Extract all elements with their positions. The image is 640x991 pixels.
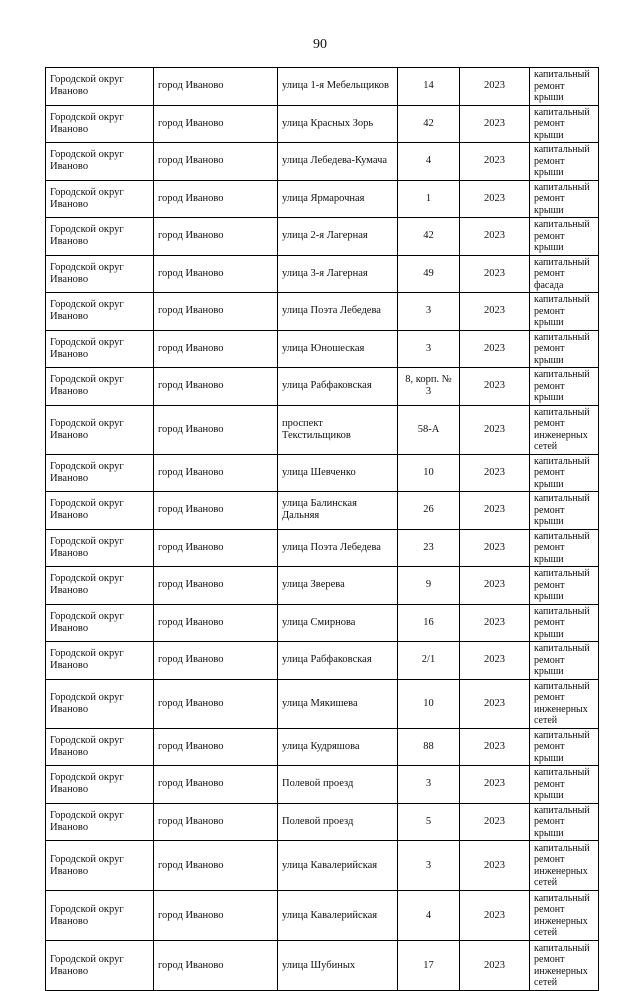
year-cell: 2023 xyxy=(460,529,530,567)
work-type-cell: капитальный ремонт крыши xyxy=(530,642,599,680)
district-cell: Городской округ Иваново xyxy=(46,143,154,181)
city-cell: город Иваново xyxy=(154,891,278,941)
city-cell: город Иваново xyxy=(154,941,278,991)
work-type-cell: капитальный ремонт крыши xyxy=(530,454,599,492)
table-row xyxy=(46,218,599,256)
city-cell: город Иваново xyxy=(154,803,278,841)
street-cell: улица Ярмарочная xyxy=(278,180,398,218)
table-row xyxy=(46,728,599,766)
year-cell: 2023 xyxy=(460,143,530,181)
table-row xyxy=(46,105,599,143)
work-type-cell: капитальный ремонт крыши xyxy=(530,330,599,368)
year-cell: 2023 xyxy=(460,891,530,941)
district-cell: Городской округ Иваново xyxy=(46,529,154,567)
table-row xyxy=(46,604,599,642)
table-row xyxy=(46,529,599,567)
work-type-cell: капитальный ремонт крыши xyxy=(530,180,599,218)
table-row xyxy=(46,405,599,454)
table-row xyxy=(46,567,599,605)
district-cell: Городской округ Иваново xyxy=(46,679,154,728)
work-type-cell: капитальный ремонт крыши xyxy=(530,529,599,567)
work-type-cell: капитальный ремонт крыши xyxy=(530,293,599,331)
district-cell: Городской округ Иваново xyxy=(46,642,154,680)
work-type-cell: капитальный ремонт крыши xyxy=(530,604,599,642)
year-cell: 2023 xyxy=(460,604,530,642)
district-cell: Городской округ Иваново xyxy=(46,68,154,106)
table-row xyxy=(46,492,599,530)
house-cell: 1 xyxy=(398,180,460,218)
street-cell: улица Красных Зорь xyxy=(278,105,398,143)
house-cell: 49 xyxy=(398,255,460,293)
year-cell: 2023 xyxy=(460,405,530,454)
city-cell: город Иваново xyxy=(154,728,278,766)
page-number: 90 xyxy=(313,37,327,52)
city-cell: город Иваново xyxy=(154,293,278,331)
year-cell: 2023 xyxy=(460,218,530,256)
house-cell: 26 xyxy=(398,492,460,530)
table-row xyxy=(46,766,599,804)
table-row xyxy=(46,454,599,492)
street-cell: улица Юношеская xyxy=(278,330,398,368)
street-cell: улица Рабфаковская xyxy=(278,368,398,406)
work-type-cell: капитальный ремонт крыши xyxy=(530,766,599,804)
work-type-cell: капитальный ремонт крыши xyxy=(530,143,599,181)
year-cell: 2023 xyxy=(460,728,530,766)
table-row xyxy=(46,293,599,331)
district-cell: Городской округ Иваново xyxy=(46,180,154,218)
table-row xyxy=(46,255,599,293)
house-cell: 5 xyxy=(398,803,460,841)
work-type-cell: капитальный ремонт инженерных сетей xyxy=(530,841,599,891)
district-cell: Городской округ Иваново xyxy=(46,454,154,492)
street-cell: улица Шевченко xyxy=(278,454,398,492)
district-cell: Городской округ Иваново xyxy=(46,803,154,841)
city-cell: город Иваново xyxy=(154,68,278,106)
work-type-cell: капитальный ремонт крыши xyxy=(530,728,599,766)
house-cell: 2/1 xyxy=(398,642,460,680)
house-cell: 58-А xyxy=(398,405,460,454)
city-cell: город Иваново xyxy=(154,405,278,454)
house-cell: 16 xyxy=(398,604,460,642)
street-cell: улица Кудряшова xyxy=(278,728,398,766)
street-cell: проспект Текстильщиков xyxy=(278,405,398,454)
year-cell: 2023 xyxy=(460,679,530,728)
city-cell: город Иваново xyxy=(154,841,278,891)
table-row xyxy=(46,803,599,841)
house-cell: 3 xyxy=(398,293,460,331)
table-row xyxy=(46,941,599,991)
table-row xyxy=(46,642,599,680)
table-row xyxy=(46,68,599,106)
year-cell: 2023 xyxy=(460,841,530,891)
house-cell: 9 xyxy=(398,567,460,605)
street-cell: улица Зверева xyxy=(278,567,398,605)
work-type-cell: капитальный ремонт инженерных сетей xyxy=(530,679,599,728)
year-cell: 2023 xyxy=(460,454,530,492)
district-cell: Городской округ Иваново xyxy=(46,492,154,530)
street-cell: Полевой проезд xyxy=(278,766,398,804)
house-cell: 3 xyxy=(398,330,460,368)
district-cell: Городской округ Иваново xyxy=(46,941,154,991)
district-cell: Городской округ Иваново xyxy=(46,330,154,368)
district-cell: Городской округ Иваново xyxy=(46,218,154,256)
district-cell: Городской округ Иваново xyxy=(46,405,154,454)
year-cell: 2023 xyxy=(460,330,530,368)
house-cell: 10 xyxy=(398,454,460,492)
district-cell: Городской округ Иваново xyxy=(46,293,154,331)
street-cell: улица 3-я Лагерная xyxy=(278,255,398,293)
house-cell: 8, корп. № 3 xyxy=(398,368,460,406)
street-cell: улица Шубиных xyxy=(278,941,398,991)
city-cell: город Иваново xyxy=(154,492,278,530)
work-type-cell: капитальный ремонт инженерных сетей xyxy=(530,891,599,941)
work-type-cell: капитальный ремонт крыши xyxy=(530,803,599,841)
year-cell: 2023 xyxy=(460,368,530,406)
year-cell: 2023 xyxy=(460,642,530,680)
house-cell: 10 xyxy=(398,679,460,728)
table-row xyxy=(46,143,599,181)
house-cell: 17 xyxy=(398,941,460,991)
year-cell: 2023 xyxy=(460,105,530,143)
city-cell: город Иваново xyxy=(154,255,278,293)
street-cell: улица Кавалерийская xyxy=(278,841,398,891)
house-cell: 4 xyxy=(398,143,460,181)
city-cell: город Иваново xyxy=(154,330,278,368)
table-row xyxy=(46,679,599,728)
work-type-cell: капитальный ремонт крыши xyxy=(530,368,599,406)
year-cell: 2023 xyxy=(460,766,530,804)
house-cell: 23 xyxy=(398,529,460,567)
street-cell: улица Мякишева xyxy=(278,679,398,728)
street-cell: улица Поэта Лебедева xyxy=(278,293,398,331)
house-cell: 42 xyxy=(398,218,460,256)
street-cell: улица Смирнова xyxy=(278,604,398,642)
city-cell: город Иваново xyxy=(154,454,278,492)
house-cell: 4 xyxy=(398,891,460,941)
year-cell: 2023 xyxy=(460,567,530,605)
house-cell: 3 xyxy=(398,766,460,804)
year-cell: 2023 xyxy=(460,941,530,991)
city-cell: город Иваново xyxy=(154,766,278,804)
year-cell: 2023 xyxy=(460,180,530,218)
repair-schedule-table xyxy=(45,67,599,991)
street-cell: Полевой проезд xyxy=(278,803,398,841)
table-row xyxy=(46,180,599,218)
work-type-cell: капитальный ремонт инженерных сетей xyxy=(530,941,599,991)
work-type-cell: капитальный ремонт крыши xyxy=(530,218,599,256)
year-cell: 2023 xyxy=(460,492,530,530)
street-cell: улица Балинская Дальняя xyxy=(278,492,398,530)
city-cell: город Иваново xyxy=(154,143,278,181)
district-cell: Городской округ Иваново xyxy=(46,841,154,891)
street-cell: улица Кавалерийская xyxy=(278,891,398,941)
year-cell: 2023 xyxy=(460,803,530,841)
city-cell: город Иваново xyxy=(154,105,278,143)
work-type-cell: капитальный ремонт крыши xyxy=(530,68,599,106)
work-type-cell: капитальный ремонт крыши xyxy=(530,567,599,605)
street-cell: улица Лебедева-Кумача xyxy=(278,143,398,181)
year-cell: 2023 xyxy=(460,255,530,293)
street-cell: улица 2-я Лагерная xyxy=(278,218,398,256)
city-cell: город Иваново xyxy=(154,368,278,406)
house-cell: 14 xyxy=(398,68,460,106)
house-cell: 3 xyxy=(398,841,460,891)
house-cell: 88 xyxy=(398,728,460,766)
district-cell: Городской округ Иваново xyxy=(46,766,154,804)
year-cell: 2023 xyxy=(460,293,530,331)
district-cell: Городской округ Иваново xyxy=(46,255,154,293)
city-cell: город Иваново xyxy=(154,679,278,728)
district-cell: Городской округ Иваново xyxy=(46,604,154,642)
city-cell: город Иваново xyxy=(154,529,278,567)
city-cell: город Иваново xyxy=(154,567,278,605)
year-cell: 2023 xyxy=(460,68,530,106)
city-cell: город Иваново xyxy=(154,642,278,680)
street-cell: улица 1-я Мебельщиков xyxy=(278,68,398,106)
district-cell: Городской округ Иваново xyxy=(46,728,154,766)
street-cell: улица Рабфаковская xyxy=(278,642,398,680)
district-cell: Городской округ Иваново xyxy=(46,368,154,406)
city-cell: город Иваново xyxy=(154,604,278,642)
table-row xyxy=(46,841,599,891)
house-cell: 42 xyxy=(398,105,460,143)
work-type-cell: капитальный ремонт крыши xyxy=(530,105,599,143)
table-row xyxy=(46,368,599,406)
district-cell: Городской округ Иваново xyxy=(46,105,154,143)
city-cell: город Иваново xyxy=(154,180,278,218)
work-type-cell: капитальный ремонт фасада xyxy=(530,255,599,293)
work-type-cell: капитальный ремонт инженерных сетей xyxy=(530,405,599,454)
street-cell: улица Поэта Лебедева xyxy=(278,529,398,567)
district-cell: Городской округ Иваново xyxy=(46,567,154,605)
work-type-cell: капитальный ремонт крыши xyxy=(530,492,599,530)
table-row xyxy=(46,330,599,368)
city-cell: город Иваново xyxy=(154,218,278,256)
district-cell: Городской округ Иваново xyxy=(46,891,154,941)
table-row xyxy=(46,891,599,941)
